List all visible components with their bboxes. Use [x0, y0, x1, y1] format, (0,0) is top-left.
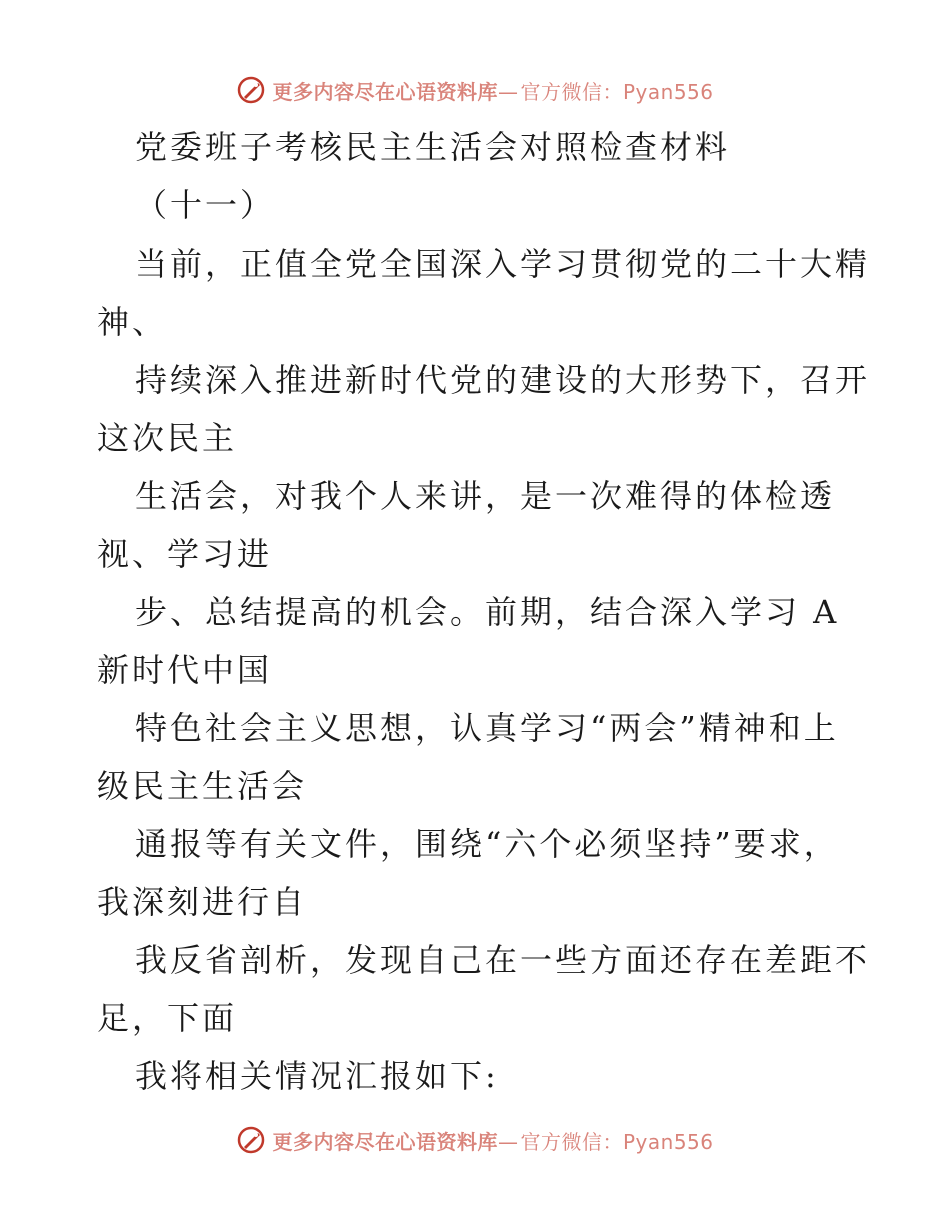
body-line: 当前，正值全党全国深入学习贯彻党的二十大精	[135, 245, 871, 283]
body-line: 视、学习进	[97, 535, 273, 573]
banner-dash: —	[497, 1129, 519, 1154]
body-line: 我深刻进行自	[97, 883, 308, 921]
body-line: 这次民主	[97, 419, 238, 457]
document-subtitle: （十一）	[135, 186, 276, 224]
banner-wechat-id: Pyan556	[622, 1129, 714, 1154]
document-title: 党委班子考核民主生活会对照检查材料	[135, 128, 731, 166]
body-line: 持续深入推进新时代党的建设的大形势下，召开	[135, 361, 871, 399]
banner-wechat-label: 官方微信：	[520, 79, 623, 104]
body-line: 特色社会主义思想，认真学习“两会”精神和上	[135, 709, 839, 747]
banner-wechat-id: Pyan556	[622, 79, 714, 104]
body-line: 级民主生活会	[97, 767, 308, 805]
pen-logo-icon	[236, 75, 266, 105]
body-line: 步、总结提高的机会。前期，结合深入学习 A	[135, 593, 840, 631]
banner-brand: 更多内容尽在心语资料库	[272, 1129, 498, 1154]
body-line: 神、	[97, 303, 168, 341]
body-line: 新时代中国	[97, 651, 273, 689]
banner-dash: —	[497, 79, 519, 104]
footer-banner	[0, 1120, 950, 1160]
banner-wechat-label: 官方微信：	[520, 1129, 623, 1154]
pen-logo-icon	[236, 1125, 266, 1155]
body-line: 我将相关情况汇报如下:	[135, 1057, 499, 1095]
header-banner	[0, 70, 950, 110]
body-line: 通报等有关文件，围绕“六个必须坚持”要求，	[135, 825, 839, 863]
banner-brand: 更多内容尽在心语资料库	[272, 79, 498, 104]
body-line: 生活会，对我个人来讲，是一次难得的体检透	[135, 477, 836, 515]
body-line: 足，下面	[97, 999, 238, 1037]
banner-text	[272, 76, 713, 105]
banner-text	[272, 1126, 713, 1155]
body-line: 我反省剖析，发现自己在一些方面还存在差距不	[135, 941, 871, 979]
